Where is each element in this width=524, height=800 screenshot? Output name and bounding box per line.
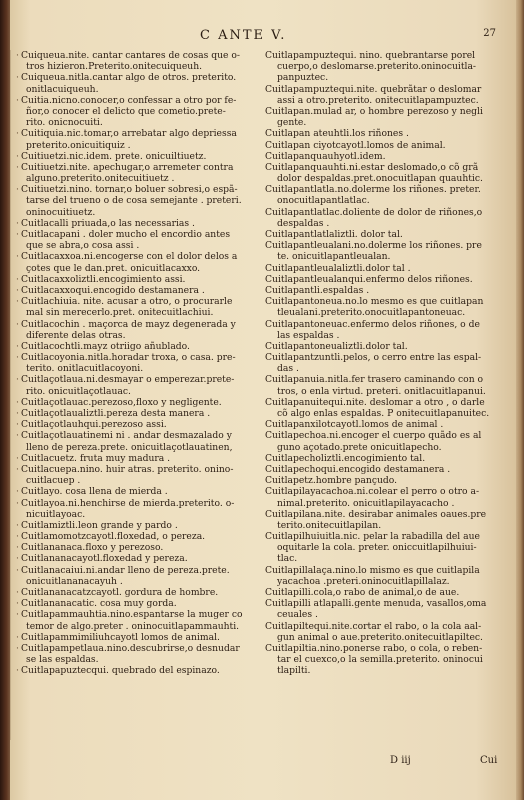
entry-bullet-icon: · xyxy=(16,631,19,643)
entry-bullet-icon: · xyxy=(16,229,19,240)
entry-text: Cuitlacaxxoqui.encogido destamanera . xyxy=(21,284,205,296)
dictionary-entry-line xyxy=(14,464,262,475)
dictionary-entry-line xyxy=(265,509,508,520)
entry-bullet-icon: · xyxy=(16,150,19,162)
entry-bullet-icon: · xyxy=(16,587,19,598)
continuation-line xyxy=(265,117,508,128)
entry-text: Cuitlacapani . doler mucho el encordio antes xyxy=(21,229,231,240)
dictionary-entry-line xyxy=(14,341,262,352)
entry-text: Cuitlapiltia.nino.ponerse rabo, o cola, o reben- xyxy=(265,642,483,654)
entry-text: lleno de pereza.prete. onicuitlaçotlauatinen, xyxy=(26,441,233,453)
dictionary-entry-line xyxy=(265,319,508,330)
entry-text: Cuitlapilayacachoa.ni.colear el perro o otro a- xyxy=(265,486,480,498)
continuation-line xyxy=(265,442,508,453)
entry-text: Cuitlapantleualanqui.enfermo delos riñones. xyxy=(265,273,473,285)
entry-text: assi a otro.preterito. onitecuitlapampuztec. xyxy=(277,94,479,106)
dictionary-entry-line xyxy=(14,184,262,195)
entry-text: Cuitlaçotlauhqui.perezoso assi. xyxy=(21,419,167,431)
entry-text: ñor,o conocer el delicto que cometio.prete- xyxy=(26,105,226,117)
entry-text: Cuitlaçotlauatinemi ni . andar desmazalado y xyxy=(21,430,232,442)
dictionary-entry-line xyxy=(265,106,508,117)
entry-text: tlac. xyxy=(277,553,298,565)
continuation-line xyxy=(265,363,508,374)
entry-text: nimal.preterito. onicuitlapilayacacho . xyxy=(277,497,455,509)
entry-bullet-icon: · xyxy=(16,50,19,61)
running-head: C ANTE V. xyxy=(200,28,287,43)
dictionary-entry-line xyxy=(265,565,508,576)
page-edge xyxy=(516,0,524,800)
entry-text: Cuitlapecholiztli.encogimiento tal. xyxy=(265,452,426,464)
entry-text: Cuitlapiltequi.nite.cortar el rabo, o la cola aal- xyxy=(265,620,482,632)
dictionary-entry-line xyxy=(265,296,508,307)
entry-text: Cuitlaçotlaua.ni.desmayar o emperezar.prete- xyxy=(21,374,235,386)
entry-text: Cuitlapanquauhti.ni.estar deslomado,o cõ grã xyxy=(265,161,479,173)
entry-text: Cuitlapampuztequi.nite. quebrãtar o deslomar xyxy=(265,83,482,95)
entry-text: Cuitlapantlatlac.doliente de dolor de riñones,o xyxy=(265,206,483,218)
entry-text: onitlacuiqueuh. xyxy=(26,83,99,95)
entry-text: rito. onicuitlaçotlauac. xyxy=(26,385,131,397)
dictionary-entry-line xyxy=(265,50,508,61)
dictionary-entry-line xyxy=(14,598,262,609)
dictionary-entry-line xyxy=(265,621,508,632)
entry-text: Cuitlayoa.ni.henchirse de mierda.preterito. o- xyxy=(21,497,235,509)
entry-text: Cuitia.nicno.conocer,o confessar a otro por fe- xyxy=(21,94,237,106)
entry-text: tros, o enla virtud. preteri. onitlacuitlapanui. xyxy=(277,385,486,397)
entry-text: Cuiqueua.nitla.cantar algo de otros. preterito. xyxy=(21,72,237,84)
entry-text: Cuitiquia.nic.tomar,o arrebatar algo depriessa xyxy=(21,128,237,140)
entry-text: Cuitlapan ateuhtli.los riñones . xyxy=(265,128,409,140)
continuation-line xyxy=(14,307,262,318)
entry-bullet-icon: · xyxy=(16,318,19,330)
entry-bullet-icon: · xyxy=(16,665,19,677)
dictionary-entry-line xyxy=(265,430,508,441)
dictionary-entry-line xyxy=(14,520,262,531)
entry-text: Cuitlapilli.cola,o rabo de animal,o de aue. xyxy=(265,587,460,598)
entry-text: Cuitlapan.mulad ar, o hombre perezoso y negli xyxy=(265,105,483,117)
entry-text: Cuitlapantoneua.no.lo mesmo es que cuitlapan xyxy=(265,296,484,308)
entry-text: oquitarle la cola. preter. oniccuitlapilhuiui- xyxy=(277,542,477,554)
entry-text: Cuitlayo. cosa llena de mierda . xyxy=(21,486,168,498)
continuation-line xyxy=(265,542,508,553)
entry-text: que se abra,o cosa assi . xyxy=(26,240,140,252)
continuation-line xyxy=(14,621,262,632)
entry-text: gun animal o aue.preterito.onitecuitlapiltec. xyxy=(277,631,483,643)
entry-bullet-icon: · xyxy=(16,340,19,352)
continuation-line xyxy=(14,140,262,151)
entry-text: Cuitlananaca.floxo y perezoso. xyxy=(21,542,164,554)
dictionary-entry-line xyxy=(14,95,262,106)
entry-bullet-icon: · xyxy=(16,296,19,308)
entry-bullet-icon: · xyxy=(16,609,19,621)
entry-text: onocuitlapantlatlac. xyxy=(277,195,370,207)
dictionary-entry-line xyxy=(14,274,262,285)
entry-bullet-icon: · xyxy=(16,531,19,543)
continuation-line xyxy=(265,576,508,587)
entry-bullet-icon: · xyxy=(16,161,19,173)
dictionary-entry-line xyxy=(265,453,508,464)
dictionary-entry-line xyxy=(265,531,508,542)
continuation-line xyxy=(14,84,262,95)
continuation-line xyxy=(14,442,262,453)
dictionary-entry-line xyxy=(14,419,262,430)
dictionary-entry-line xyxy=(265,285,508,296)
dictionary-entry-line xyxy=(265,128,508,139)
entry-text: Cuitlapilhuiuitla.nic. pelar la rabadilla del aue xyxy=(265,531,480,543)
entry-bullet-icon: · xyxy=(16,564,19,576)
dictionary-entry-line xyxy=(265,140,508,151)
entry-text: Cuitlamiztli.leon grande y pardo . xyxy=(21,519,178,531)
entry-bullet-icon: · xyxy=(16,217,19,229)
continuation-line xyxy=(265,408,508,419)
entry-text: despaldas . xyxy=(277,217,330,229)
dictionary-entry-line xyxy=(14,531,262,542)
entry-bullet-icon: · xyxy=(16,486,19,498)
entry-bullet-icon: · xyxy=(16,542,19,554)
dictionary-entry-line xyxy=(265,207,508,218)
dictionary-entry-line xyxy=(265,240,508,251)
entry-text: cõ algo enlas espaldas. P onitecuitlapanuitec. xyxy=(277,408,490,419)
entry-text: Cuitlacaxxoa.ni.encogerse con el dolor delos a xyxy=(21,251,238,263)
entry-text: Cuitlapanuitequi.nite. deslomar a otro , o darle xyxy=(265,396,485,408)
entry-text: Cuitlapilli atlapalli.gente menuda, vasallos,oma xyxy=(265,598,487,610)
continuation-line xyxy=(265,330,508,341)
entry-text: alguno.preterito.onitecuitiuetz . xyxy=(26,173,175,185)
dictionary-entry-line xyxy=(14,542,262,553)
entry-text: Cuitiuetzi.nic.idem. prete. onicuiltiuetz. xyxy=(21,150,207,162)
continuation-line xyxy=(265,72,508,83)
entry-text: diferente delas otras. xyxy=(26,329,126,341)
entry-text: Cuitlapantlatla.no.dolerme los riñones. preter. xyxy=(265,184,481,196)
continuation-line xyxy=(265,498,508,509)
dictionary-entry-line xyxy=(14,565,262,576)
left-column xyxy=(14,50,262,677)
entry-text: preterito.onicuitiquiz . xyxy=(26,139,131,151)
dictionary-entry-line xyxy=(14,296,262,307)
entry-bullet-icon: · xyxy=(16,452,19,464)
folio-number: 27 xyxy=(483,28,496,39)
entry-text: Cuitlacuepa.nino. huir atras. preterito. onino- xyxy=(21,463,234,475)
dictionary-entry-line xyxy=(14,632,262,643)
continuation-line xyxy=(14,61,262,72)
entry-text: Cuitlapantzuntli.pelos, o cerro entre las espal- xyxy=(265,352,482,364)
continuation-line xyxy=(265,218,508,229)
entry-bullet-icon: · xyxy=(16,519,19,531)
entry-text: Cuitlapapuztecqui. quebrado del espinazo. xyxy=(21,665,220,677)
continuation-line xyxy=(265,386,508,397)
dictionary-entry-line xyxy=(265,475,508,486)
entry-text: tarse del trueno o de cosa semejante . preteri. xyxy=(26,195,242,207)
entry-text: ceuales . xyxy=(277,609,318,621)
continuation-line xyxy=(14,363,262,374)
dictionary-entry-line xyxy=(265,598,508,609)
continuation-line xyxy=(14,654,262,665)
dictionary-entry-line xyxy=(14,408,262,419)
dictionary-entry-line xyxy=(14,609,262,620)
entry-text: Cuitlapampuztequi. nino. quebrantarse porel xyxy=(265,50,476,61)
continuation-line xyxy=(265,520,508,531)
entry-bullet-icon: · xyxy=(16,94,19,106)
entry-text: Cuitiuetzi.nino. tornar,o boluer sobresi,o espã- xyxy=(21,184,238,196)
dictionary-entry-line xyxy=(265,419,508,430)
entry-text: Cuitlacaxxoliztli.encogimiento assi. xyxy=(21,273,186,285)
entry-text: Cuitlapantleualaliztli.dolor tal . xyxy=(265,262,411,274)
entry-text: Cuitlapanxilotcayotl.lomos de animal . xyxy=(265,419,444,431)
entry-bullet-icon: · xyxy=(16,273,19,285)
entry-text: Cuitlanacaiui.ni.andar lleno de pereza.prete. xyxy=(21,564,230,576)
entry-text: Cuitlapan ciyotcayotl.lomos de animal. xyxy=(265,139,446,151)
continuation-line xyxy=(265,654,508,665)
continuation-line xyxy=(265,609,508,620)
dictionary-entry-line xyxy=(14,498,262,509)
entry-text: Cuitlapanuia.nitla.fer trasero caminando con o xyxy=(265,374,484,386)
entry-text: guno açotado.prete onicuitlapecho. xyxy=(277,441,442,453)
entry-bullet-icon: · xyxy=(16,642,19,654)
entry-text: terito.onitecuitlapilan. xyxy=(277,519,382,531)
entry-text: Cuitlapetz.hombre pançudo. xyxy=(265,475,398,487)
continuation-line xyxy=(265,61,508,72)
continuation-line xyxy=(14,173,262,184)
signature-mark: D iij xyxy=(390,755,411,766)
entry-bullet-icon: · xyxy=(16,463,19,475)
continuation-line xyxy=(14,117,262,128)
right-column xyxy=(265,50,508,677)
dictionary-entry-line xyxy=(14,352,262,363)
dictionary-entry-line xyxy=(14,430,262,441)
dictionary-entry-line xyxy=(265,229,508,240)
dictionary-entry-line xyxy=(14,374,262,385)
continuation-line xyxy=(14,263,262,274)
entry-text: cuitlacuep . xyxy=(26,475,81,487)
entry-text: Cuitlacochin . maçorca de mayz degenerada y xyxy=(21,318,236,330)
entry-text: Cuitlananacatzcayotl. gordura de hombre. xyxy=(21,587,219,598)
continuation-line xyxy=(14,207,262,218)
dictionary-entry-line xyxy=(265,184,508,195)
continuation-line xyxy=(14,195,262,206)
entry-text: Cuitlacochtli.mayz otriigo añublado. xyxy=(21,340,190,352)
entry-text: Cuitlapammimiliuhcayotl lomos de animal. xyxy=(21,631,220,643)
entry-bullet-icon: · xyxy=(16,497,19,509)
entry-text: Cuitlapilana.nite. desirabar animales oaues.pre xyxy=(265,508,487,520)
dictionary-entry-line xyxy=(14,218,262,229)
entry-text: Cuitlapantoneuac.enfermo delos riñones, o de xyxy=(265,318,480,330)
entry-text: Cuitlacoyonia.nitla.horadar troxa, o casa. pre- xyxy=(21,352,236,364)
entry-text: Cuitlacalli priuada,o las necessarias . xyxy=(21,217,195,229)
entry-bullet-icon: · xyxy=(16,352,19,364)
entry-text: Cuitlapantoneualiztli.dolor tal. xyxy=(265,340,408,352)
dictionary-entry-line xyxy=(265,274,508,285)
entry-text: mal sin merecerlo.pret. onitecuitlachiui. xyxy=(26,307,214,319)
entry-text: Cuitlachiuia. nite. acusar a otro, o procurarle xyxy=(21,296,233,308)
entry-text: terito. onitlacuitlacoyoni. xyxy=(26,363,144,375)
entry-bullet-icon: · xyxy=(16,598,19,610)
entry-bullet-icon: · xyxy=(16,396,19,408)
entry-text: tar el cuexco,o la semilla.preterito. oninocui xyxy=(277,654,483,666)
dictionary-entry-line xyxy=(265,341,508,352)
dictionary-entry-line xyxy=(265,486,508,497)
entry-bullet-icon: · xyxy=(16,128,19,140)
dictionary-entry-line xyxy=(265,263,508,274)
dictionary-entry-line xyxy=(14,319,262,330)
entry-text: Cuitlapantli.espaldas . xyxy=(265,284,370,296)
entry-text: gente. xyxy=(277,117,307,129)
entry-bullet-icon: · xyxy=(16,408,19,419)
continuation-line xyxy=(265,173,508,184)
dictionary-entry-line xyxy=(14,162,262,173)
dictionary-entry-line xyxy=(265,352,508,363)
continuation-line xyxy=(14,106,262,117)
entry-text: panpuztec. xyxy=(277,72,329,84)
book-page xyxy=(10,0,516,800)
entry-text: nicuitlayoac. xyxy=(26,508,86,520)
continuation-line xyxy=(265,195,508,206)
dictionary-entry-line xyxy=(265,464,508,475)
entry-bullet-icon: · xyxy=(16,284,19,296)
entry-text: Cuitlaçotlaualiztli.pereza desta manera . xyxy=(21,408,211,419)
dictionary-entry-line xyxy=(14,285,262,296)
dictionary-entry-line xyxy=(14,151,262,162)
entry-text: Cuitlapantlatlaliztli. dolor tal. xyxy=(265,229,403,240)
dictionary-entry-line xyxy=(265,397,508,408)
catchword: Cui xyxy=(480,755,498,766)
continuation-line xyxy=(14,330,262,341)
dictionary-entry-line xyxy=(14,587,262,598)
entry-text: Cuitlapechoa.ni.encoger el cuerpo quãdo es al xyxy=(265,430,482,442)
entry-text: dolor despaldas.pret.onocuitlapan quauhtic. xyxy=(277,173,483,185)
entry-text: Cuitlapanquauhyotl.idem. xyxy=(265,150,386,162)
continuation-line xyxy=(14,576,262,587)
dictionary-entry-line xyxy=(265,643,508,654)
entry-bullet-icon: · xyxy=(16,184,19,196)
continuation-line xyxy=(14,240,262,251)
dictionary-entry-line xyxy=(265,587,508,598)
dictionary-entry-line xyxy=(14,128,262,139)
dictionary-entry-line xyxy=(265,374,508,385)
continuation-line xyxy=(265,95,508,106)
page-header xyxy=(10,28,516,48)
entry-bullet-icon: · xyxy=(16,419,19,431)
continuation-line xyxy=(265,632,508,643)
dictionary-entry-line xyxy=(14,553,262,564)
entry-text: te. onicuitlapantleualan. xyxy=(277,251,391,263)
entry-bullet-icon: · xyxy=(16,430,19,442)
dictionary-entry-line xyxy=(14,665,262,676)
dictionary-entry-line xyxy=(14,486,262,497)
continuation-line xyxy=(265,665,508,676)
entry-text: Cuitlapillalaça.nino.lo mismo es que cuitlapila xyxy=(265,564,480,576)
continuation-line xyxy=(14,475,262,486)
entry-text: yacachoa .preteri.oninocuitlapillalaz. xyxy=(277,575,450,587)
dictionary-entry-line xyxy=(14,229,262,240)
entry-text: Cuitlacuetz. fruta muy madura . xyxy=(21,452,171,464)
entry-text: Cuitlaçotlauac.perezoso,floxo y negligente. xyxy=(21,396,222,408)
dictionary-entry-line xyxy=(14,251,262,262)
entry-bullet-icon: · xyxy=(16,251,19,263)
entry-text: oninocuitiuetz. xyxy=(26,206,96,218)
dictionary-entry-line xyxy=(265,151,508,162)
continuation-line xyxy=(265,307,508,318)
entry-bullet-icon: · xyxy=(16,553,19,565)
dictionary-entry-line xyxy=(14,50,262,61)
entry-text: Cuitlapammauhtia.nino.espantarse la muger co xyxy=(21,609,243,621)
dictionary-entry-line xyxy=(14,643,262,654)
dictionary-entry-line xyxy=(265,84,508,95)
entry-text: Cuitlananacayotl.floxedad y pereza. xyxy=(21,553,188,565)
entry-text: Cuitlananacatic. cosa muy gorda. xyxy=(21,598,177,610)
entry-text: tros hizieron.Preterito.onitecuiqueuh. xyxy=(26,61,203,73)
continuation-line xyxy=(14,509,262,520)
entry-text: Cuitlamomotzcayotl.floxedad, o pereza. xyxy=(21,531,206,543)
entry-bullet-icon: · xyxy=(16,72,19,84)
entry-text: onicuitlananacayuh . xyxy=(26,575,123,587)
dictionary-entry-line xyxy=(265,162,508,173)
dictionary-entry-line xyxy=(14,72,262,83)
dictionary-entry-line xyxy=(14,397,262,408)
entry-text: çotes que le dan.pret. onicuitlacaxxo. xyxy=(26,262,201,274)
entry-text: se las espaldas. xyxy=(26,654,99,666)
continuation-line xyxy=(14,386,262,397)
entry-text: Cuitlapechoqui.encogido destamanera . xyxy=(265,463,451,475)
entry-text: rito. onicnocuiti. xyxy=(26,117,103,129)
entry-text: Cuitlapantleualani.no.dolerme los riñones. pre xyxy=(265,240,482,252)
entry-bullet-icon: · xyxy=(16,374,19,386)
entry-text: Cuiqueua.nite. cantar cantares de cosas que o- xyxy=(21,50,240,61)
entry-text: Cuitlapampetlaua.nino.descubrirse,o desnudar xyxy=(21,642,240,654)
dictionary-entry-line xyxy=(14,453,262,464)
continuation-line xyxy=(265,553,508,564)
entry-text: tleualani.preterito.onocuitlapantoneuac. xyxy=(277,307,466,319)
entry-text: cuerpo,o deslomarse.preterito.oninocuitla- xyxy=(277,61,477,73)
entry-text: tlapilti. xyxy=(277,665,311,677)
continuation-line xyxy=(265,251,508,262)
entry-text: las espaldas . xyxy=(277,329,340,341)
entry-text: temor de algo.preter . oninocuitlapammauhti. xyxy=(26,620,240,632)
entry-text: Cuitiuetzi.nite. apechugar,o arremeter contra xyxy=(21,161,234,173)
entry-text: das . xyxy=(277,363,299,375)
